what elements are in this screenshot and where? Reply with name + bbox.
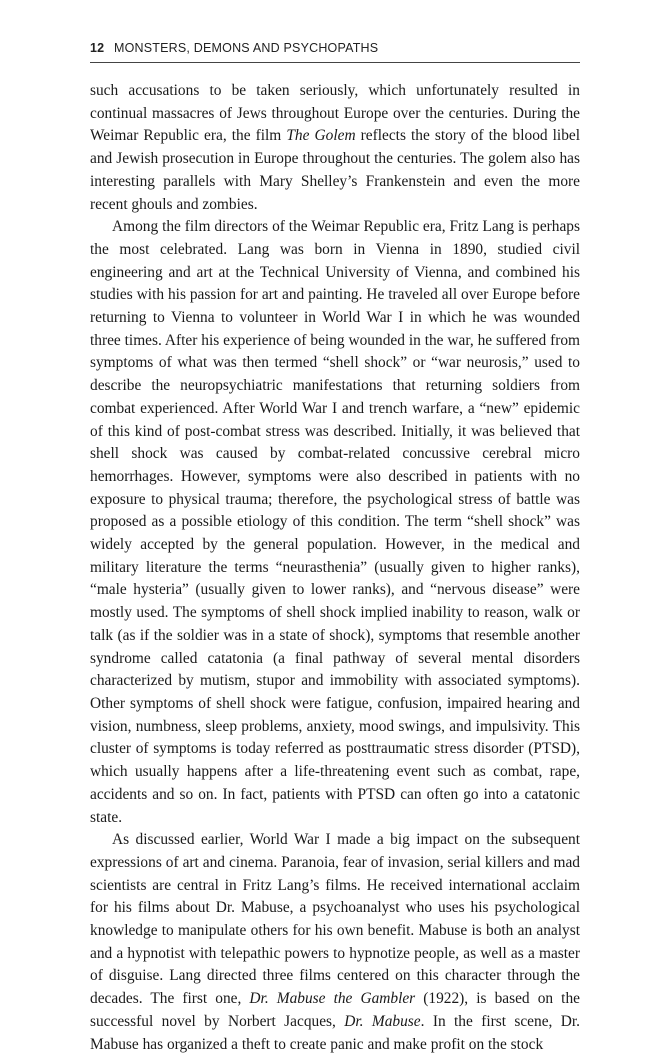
- page-number: 12: [90, 41, 105, 55]
- paragraph-3-text-a: As discussed earlier, World War I made a big impact on the subsequent expressions of art and cinema. Paranoia, fear of invasion, serial killers and mad scientists are central in Fritz Lang’s films. He received international acclaim for his films about Dr. Mabuse, a psychoanalyst who uses his psychological knowledge to manipulate others for his own benefit. Mabuse is both an analyst and a hypnotist with telepathic powers to hypnotize people, as well as a master of disguise. Lang directed three films centered on this character through the decades. The first one,: [90, 831, 580, 1008]
- running-header: [90, 41, 580, 55]
- paragraph-3: [90, 829, 580, 1056]
- paragraph-3-text-c: (1922), is based on the successful novel by Norbert Jacques,: [90, 990, 580, 1030]
- film-title-the-golem: The Golem: [286, 127, 356, 145]
- paragraph-1-text-c: reflects the story of the blood libel and Jewish prosecution in Europe throughout the centuries. The golem also has interesting parallels with Mary Shelley’s Frankenstein and even the more recent ghouls and zombies.: [90, 127, 581, 213]
- body-text: [90, 80, 580, 1056]
- running-title: MONSTERS, DEMONS AND PSYCHOPATHS: [114, 41, 379, 55]
- film-title-dr-mabuse-the-gambler: Dr. Mabuse the Gambler: [249, 990, 416, 1008]
- paragraph-1: [90, 80, 580, 216]
- paragraph-2-text: Among the film directors of the Weimar Republic era, Fritz Lang is perhaps the most celebrated. Lang was born in Vienna in 1890, studied civil engineering and art at the Technical University of Vienna, and combined his studies with his passion for art and painting. He traveled all over Europe before returning to Vienna to volunteer in World War I in which he was wounded three times. After his experience of being wounded in the war, he suffered from symptoms of what was then termed “shell shock” or “war neurosis,” used to describe the neuropsychiatric manifestations that returning soldiers from combat experienced. After World War I and trench warfare, a “new” epidemic of this kind of post-combat stress was described. Initially, it was believed that shell shock was caused by combat-related concussive cerebral micro hemorrhages. However, symptoms were also described in patients with no exposure to physical trauma; therefore, the psychological stress of battle was proposed as a possible etiology of this condition. The term “shell shock” was widely accepted by the general population. However, in the medical and military literature the terms “neurasthenia” (usually given to higher ranks), “male hysteria” (usually given to lower ranks), and “nervous disease” were mostly used. The symptoms of shell shock implied inability to reason, walk or talk (as if the soldier was in a state of shock), symptoms that resemble another syndrome called catatonia (a final pathway of several mental disorders characterized by mutism, stupor and immobility with associated symptoms). Other symptoms of shell shock were fatigue, confusion, impaired hearing and vision, numbness, sleep problems, anxiety, mood swings, and impulsivity. This cluster of symptoms is today referred as posttraumatic stress disorder (PTSD), which usually happens after a life-threatening event such as combat, rape, accidents and so on. In fact, patients with PTSD can often go into a catatonic state.: [90, 218, 580, 826]
- paragraph-1-text-a: such accusations to be taken seriously, which unfortunately resulted in continual massacres of Jews throughout Europe over the centuries. During the Weimar Republic era, the film: [90, 82, 580, 145]
- paragraph-3-text-e: . In the first scene, Dr. Mabuse has organized a theft to create panic and make profit on the stock: [90, 1012, 580, 1053]
- header-rule: [90, 62, 580, 63]
- novel-title-dr-mabuse: Dr. Mabuse: [344, 1012, 421, 1030]
- paragraph-2: [90, 216, 580, 829]
